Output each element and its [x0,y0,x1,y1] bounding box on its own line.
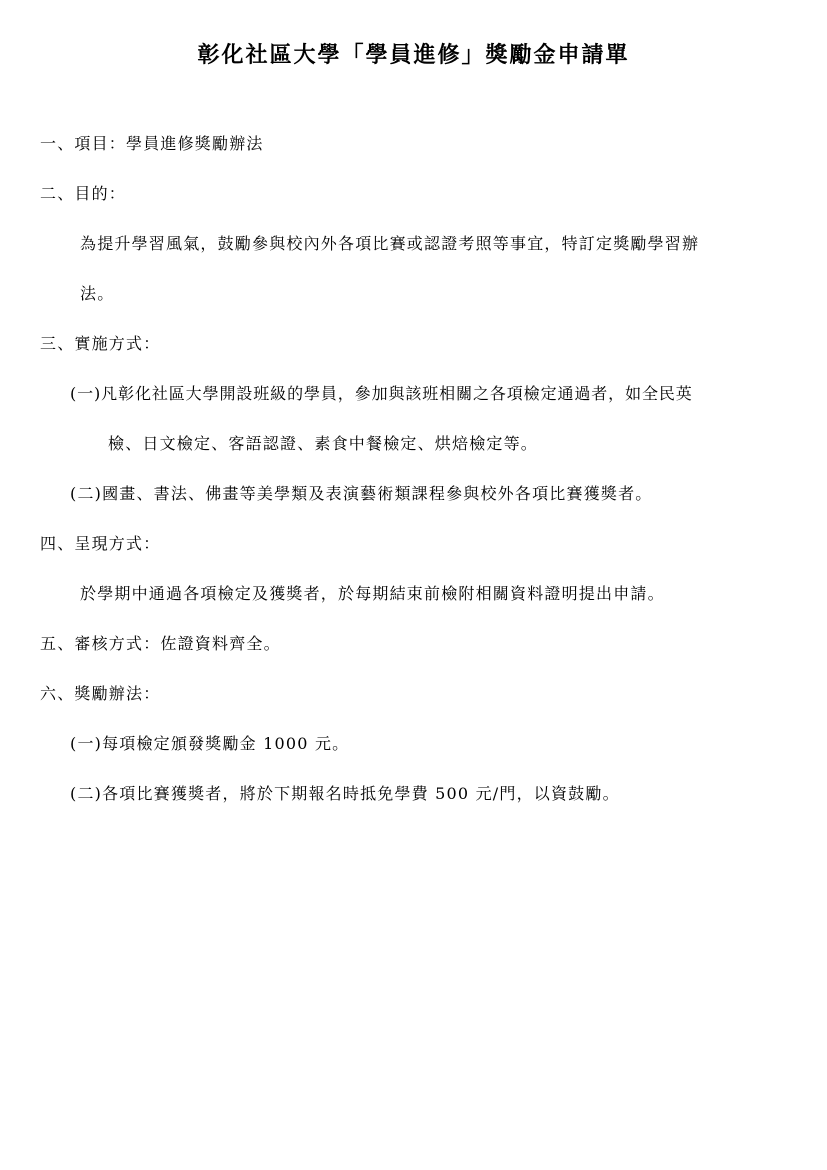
section-3-item-2: (二)國畫、書法、佛畫等美學類及表演藝術類課程參與校外各項比賽獲獎者。 [70,484,653,503]
section-2-body-line-2: 法。 [80,284,115,303]
document-title: 彰化社區大學「學員進修」獎勵金申請單 [197,43,630,68]
section-4-body: 於學期中通過各項檢定及獲獎者，於每期結束前檢附相關資料證明提出申請。 [80,584,665,603]
section-3-item-1-line-1: (一)凡彰化社區大學開設班級的學員，參加與該班相關之各項檢定通過者，如全民英 [70,384,693,403]
section-6-heading: 六、獎勵辦法： [40,684,161,703]
section-3-heading: 三、實施方式： [40,334,161,353]
section-4-heading: 四、呈現方式： [40,534,161,553]
section-1-heading: 一、項目：學員進修獎勵辦法 [40,134,264,153]
section-6-item-2: (二)各項比賽獲獎者，將於下期報名時抵免學費 500 元/門，以資鼓勵。 [70,784,620,803]
section-2-body-line-1: 為提升學習風氣，鼓勵參與校內外各項比賽或認證考照等事宜，特訂定獎勵學習辦 [80,234,700,253]
section-2-heading: 二、目的： [40,184,127,203]
section-3-item-1-line-2: 檢、日文檢定、客語認證、素食中餐檢定、烘焙檢定等。 [108,434,539,453]
section-6-item-1: (一)每項檢定頒發獎勵金 1000 元。 [70,734,350,753]
section-5-heading: 五、審核方式：佐證資料齊全。 [40,634,281,653]
